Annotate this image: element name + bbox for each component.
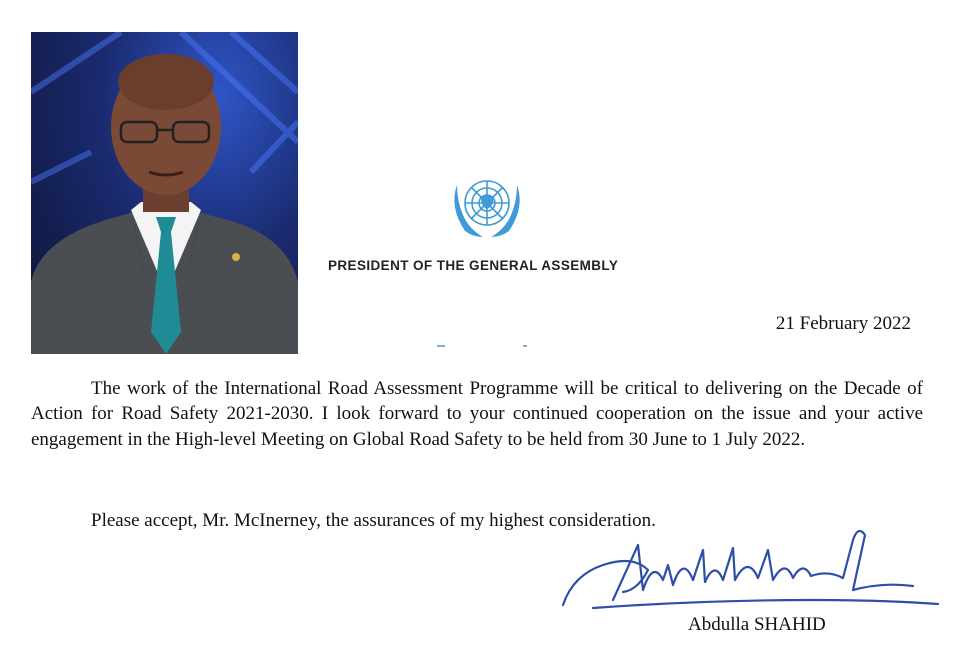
handwritten-signature xyxy=(553,520,943,620)
portrait-photo xyxy=(31,32,298,354)
letter-body xyxy=(31,376,923,452)
un-emblem-icon xyxy=(443,167,531,243)
letter-date: 21 February 2022 xyxy=(775,313,911,334)
letter-closing: Please accept, Mr. McInerney, the assurances of my highest consideration. xyxy=(91,510,656,531)
letter-body-text: The work of the International Road Assessment Programme will be critical to delivering on the Decade of Action for Road Safety 2021-2030. I look forward to your continued cooperation on the issue and your active engagement in the High-level Meeting on Global Road Safety to be held from 30 June to 1 July 2022. xyxy=(31,378,923,450)
signer-name: Abdulla SHAHID xyxy=(688,614,826,635)
decorative-mark xyxy=(437,343,537,349)
office-title: PRESIDENT OF THE GENERAL ASSEMBLY xyxy=(328,258,619,273)
